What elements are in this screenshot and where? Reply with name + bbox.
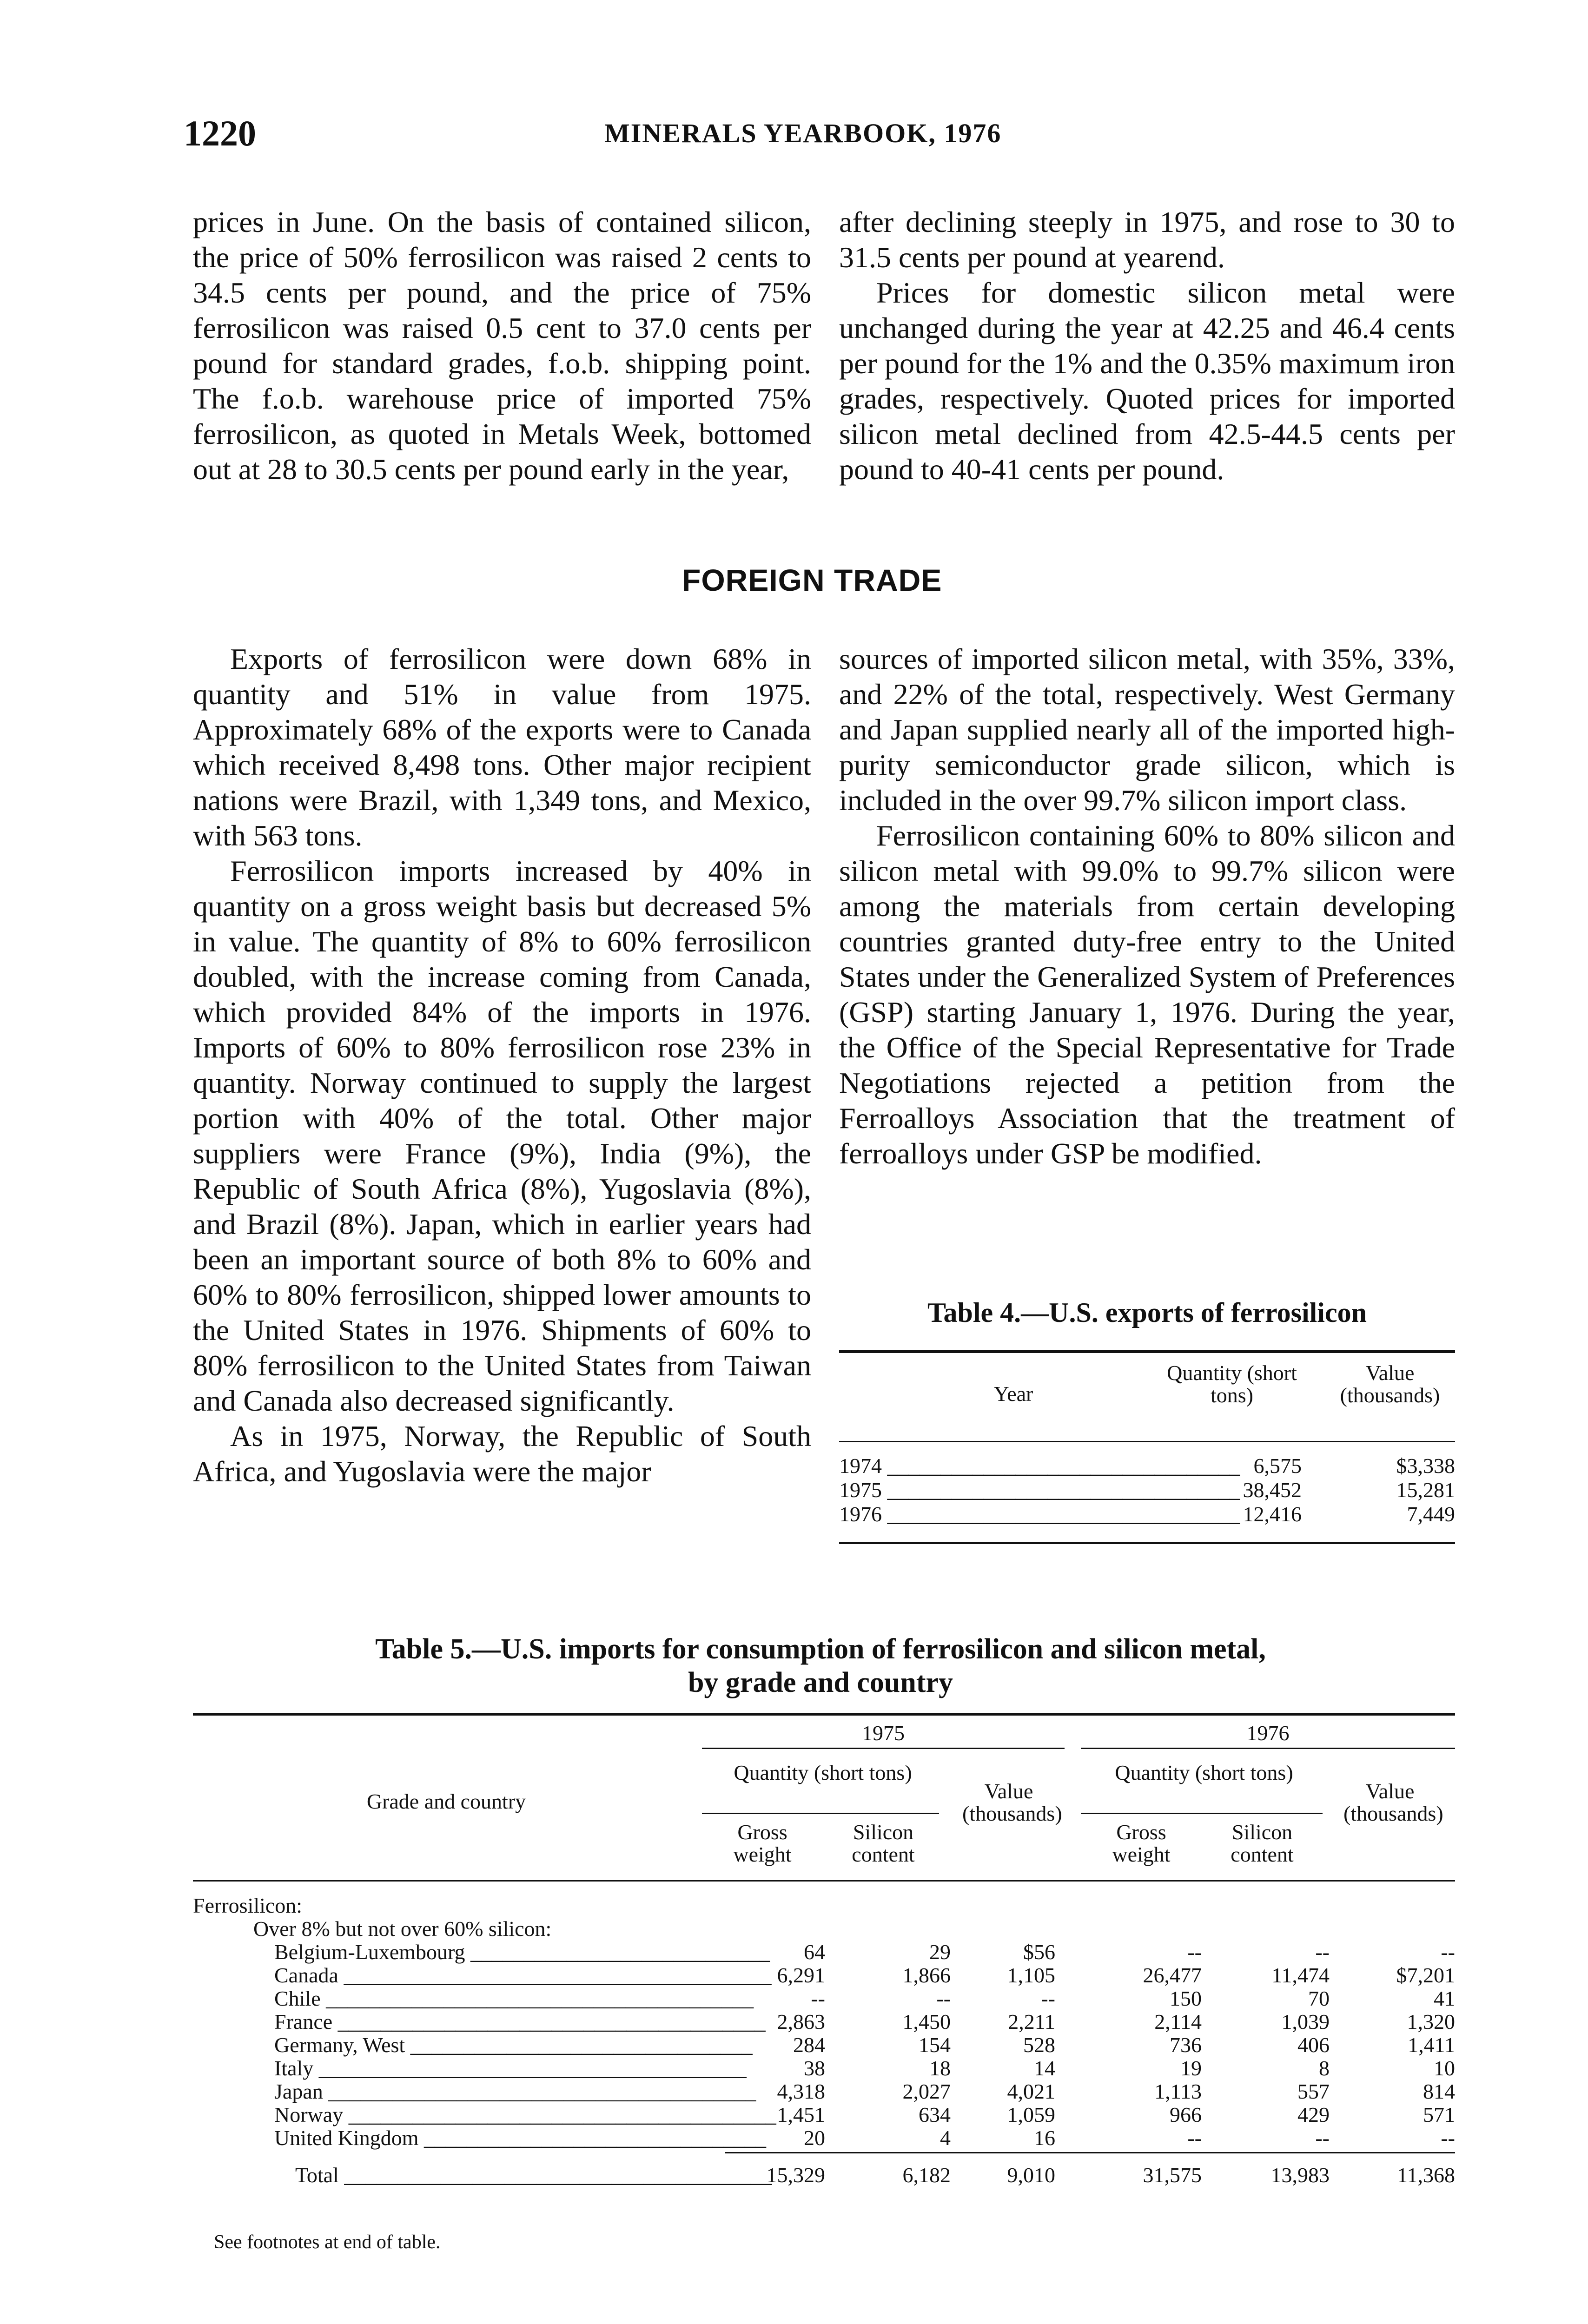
table4-header-rule xyxy=(839,1441,1455,1442)
table4-row-year: 1974 _________________________________ xyxy=(839,1454,1240,1478)
trade-left-column xyxy=(193,641,811,1489)
table5-row-country: Belgium-Luxembourg ____________________________ xyxy=(274,1940,770,1964)
running-title: MINERALS YEARBOOK, 1976 xyxy=(604,118,1002,148)
table5-cell-value-1975: $56 xyxy=(1023,1940,1055,1964)
table5-cell-value-1975: 2,211 xyxy=(1008,2010,1055,2034)
table5-header-gross-1976: Gross weight xyxy=(1112,1820,1171,1866)
table5-header-rule xyxy=(193,1880,1455,1882)
table4-header-value: Value (thousands) xyxy=(1340,1361,1440,1407)
table5-cell-gross-1975: 6,291 xyxy=(777,1963,825,1987)
trade-right-paragraph-1: sources of imported silicon metal, with 35%, 33%, and 22% of the total, respectively. West Germany and Japan supplied nearly all of the imported high-purity semiconductor grade silicon, which is included in the over 99.7% silicon import class. xyxy=(839,642,1455,817)
table5-header-gross-1975: Gross weight xyxy=(733,1820,792,1866)
table5-subgroup-label: Over 8% but not over 60% silicon: xyxy=(253,1917,552,1941)
table5-cell-value-1975: 14 xyxy=(1034,2056,1055,2080)
table5-total-gross-1976: 31,575 xyxy=(1143,2163,1202,2187)
table5-cell-gross-1975: 1,451 xyxy=(777,2103,825,2126)
table4-header-year: Year xyxy=(993,1382,1033,1406)
table5-cell-gross-1976: -- xyxy=(1187,1940,1202,1964)
table5-cell-value-1976: $7,201 xyxy=(1396,1963,1455,1987)
table5-footnote: See footnotes at end of table. xyxy=(214,2232,441,2253)
table4-row-quantity: 6,575 xyxy=(1253,1454,1302,1478)
intro-right-column xyxy=(839,205,1455,487)
table5-cell-gross-1975: 38 xyxy=(804,2056,825,2080)
table4-row-year: 1976 _________________________________ xyxy=(839,1502,1240,1526)
table5-header-silicon-1975: Silicon content xyxy=(852,1820,915,1866)
table5-cell-silicon-1975: 1,450 xyxy=(902,2010,951,2034)
table5-cell-silicon-1976: 429 xyxy=(1297,2103,1330,2126)
intro-left-column xyxy=(193,205,811,487)
table4-row-value: $3,338 xyxy=(1396,1454,1455,1478)
table5-header-grade: Grade and country xyxy=(366,1789,526,1813)
table5-row-country: United Kingdom ________________________________ xyxy=(274,2126,766,2150)
table4-row-quantity: 12,416 xyxy=(1243,1502,1302,1526)
table5-cell-value-1975: 1,059 xyxy=(1007,2103,1055,2126)
table5-1975-rule xyxy=(702,1748,1065,1749)
table5-cell-gross-1975: 64 xyxy=(804,1940,825,1964)
table5-title-line-2: by grade and country xyxy=(688,1667,953,1698)
table5-cell-value-1975: 528 xyxy=(1023,2033,1055,2057)
table5-cell-gross-1975: 2,863 xyxy=(777,2010,825,2034)
table4-row-year: 1975 _________________________________ xyxy=(839,1478,1240,1502)
intro-right-paragraph-2: Prices for domestic silicon metal were unchanged during the year at 42.25 and 46.4 cents per pound for the 1% and the 0.35% maximum iron grades, respectively. Quoted prices for imported silicon metal declined from 42.5-44.5 cents per pound to 40-41 cents per pound. xyxy=(839,276,1455,486)
table5-cell-silicon-1976: 70 xyxy=(1308,1987,1330,2010)
trade-left-paragraph-1: Exports of ferrosilicon were down 68% in quantity and 51% in value from 1975. Approximately 68% of the exports were to Canada which received 8,498 tons. Other major recipient nations were Brazil, with 1,349 tons, and Mexico, with 563 tons. xyxy=(193,642,811,852)
page-number: 1220 xyxy=(184,113,256,153)
table5-total-silicon-1976: 13,983 xyxy=(1270,2163,1330,2187)
table5-cell-gross-1975: 4,318 xyxy=(777,2080,825,2103)
table5-cell-silicon-1975: 1,866 xyxy=(902,1963,951,1987)
table5-cell-value-1976: 571 xyxy=(1423,2103,1455,2126)
table5-header-quantity-1976: Quantity (short tons) xyxy=(1115,1761,1293,1784)
table4-top-rule xyxy=(839,1350,1455,1353)
section-heading: FOREIGN TRADE xyxy=(682,563,942,597)
table5-total-rule xyxy=(725,2152,1455,2153)
trade-left-paragraph-3: As in 1975, Norway, the Republic of South Africa, and Yugoslavia were the major xyxy=(193,1419,811,1488)
table5-quantity-1975-rule xyxy=(702,1813,939,1814)
table5-cell-value-1976: 41 xyxy=(1434,1987,1455,2010)
table4-row-quantity: 38,452 xyxy=(1243,1478,1302,1502)
table5-group-label: Ferrosilicon: xyxy=(193,1894,303,1917)
table5-header-quantity-1975: Quantity (short tons) xyxy=(734,1761,912,1784)
table5-cell-gross-1976: -- xyxy=(1187,2126,1202,2150)
table5-cell-value-1976: 814 xyxy=(1423,2080,1455,2103)
table5-cell-silicon-1975: 4 xyxy=(940,2126,951,2150)
table5-cell-gross-1975: 284 xyxy=(793,2033,825,2057)
table5-cell-gross-1975: 20 xyxy=(804,2126,825,2150)
table5-cell-gross-1976: 736 xyxy=(1170,2033,1202,2057)
table5-cell-value-1976: -- xyxy=(1441,1940,1455,1964)
table5-cell-gross-1975: -- xyxy=(811,1987,825,2010)
table5-cell-silicon-1975: -- xyxy=(936,1987,951,2010)
table5-title-line-1: Table 5.—U.S. imports for consumption of ferrosilicon and silicon metal, xyxy=(375,1633,1266,1665)
table5-header-value-1975: Value (thousands) xyxy=(962,1779,1062,1825)
table5-cell-silicon-1975: 634 xyxy=(919,2103,951,2126)
intro-right-paragraph-1: after declining steeply in 1975, and rose to 30 to 31.5 cents per pound at yearend. xyxy=(839,205,1455,274)
table5-cell-gross-1976: 150 xyxy=(1170,1987,1202,2010)
table5-cell-value-1976: 10 xyxy=(1434,2056,1455,2080)
table5-1976-rule xyxy=(1081,1748,1455,1749)
table5-cell-gross-1976: 26,477 xyxy=(1143,1963,1202,1987)
table5-row-country: Norway ________________________________________ xyxy=(274,2103,776,2126)
table5-row-country: France ________________________________________ xyxy=(274,2010,766,2034)
table5-cell-silicon-1976: 557 xyxy=(1297,2080,1330,2103)
table5-cell-silicon-1975: 18 xyxy=(929,2056,951,2080)
table5-total-gross-1975: 15,329 xyxy=(766,2163,825,2187)
table5-cell-silicon-1976: -- xyxy=(1315,2126,1330,2150)
table5-row-country: Japan ________________________________________ xyxy=(274,2080,756,2103)
table5-total-label: Total ________________________________________ xyxy=(295,2163,772,2187)
table5-header-1975: 1975 xyxy=(862,1721,905,1745)
table5-header-silicon-1976: Silicon content xyxy=(1231,1820,1294,1866)
table4-header-quantity: Quantity (short tons) xyxy=(1167,1361,1297,1407)
table5-cell-silicon-1976: 1,039 xyxy=(1281,2010,1330,2034)
table5-quantity-1976-rule xyxy=(1081,1813,1323,1814)
table5-cell-value-1976: -- xyxy=(1441,2126,1455,2150)
table5-cell-silicon-1976: 11,474 xyxy=(1271,1963,1330,1987)
table5-header-1976: 1976 xyxy=(1246,1721,1290,1745)
table5-cell-silicon-1976: -- xyxy=(1315,1940,1330,1964)
table5-cell-silicon-1975: 2,027 xyxy=(902,2080,951,2103)
trade-right-column xyxy=(839,641,1455,1171)
table5-cell-gross-1976: 2,114 xyxy=(1154,2010,1202,2034)
table5-cell-gross-1976: 966 xyxy=(1170,2103,1202,2126)
table4-row-value: 15,281 xyxy=(1396,1478,1455,1502)
table5-cell-value-1975: 1,105 xyxy=(1007,1963,1055,1987)
table4-bottom-rule xyxy=(839,1542,1455,1544)
table5-total-value-1976: 11,368 xyxy=(1397,2163,1455,2187)
table5-cell-value-1975: 4,021 xyxy=(1007,2080,1055,2103)
table5-row-country: Chile ________________________________________ xyxy=(274,1987,754,2010)
table5-total-value-1975: 9,010 xyxy=(1007,2163,1055,2187)
table4-title: Table 4.—U.S. exports of ferrosilicon xyxy=(927,1297,1367,1328)
table5-cell-silicon-1975: 29 xyxy=(929,1940,951,1964)
table5-cell-silicon-1975: 154 xyxy=(919,2033,951,2057)
table5-top-rule xyxy=(193,1713,1455,1716)
trade-right-paragraph-2: Ferrosilicon containing 60% to 80% silicon and silicon metal with 99.0% to 99.7% silicon were among the materials from certain developing countries granted duty-free entry to the United States under the Generalized System of Preferences (GSP) starting January 1, 1976. During the year, the Office of the Special Representative for Trade Negotiations rejected a petition from the Ferroalloys Association that the treatment of ferroalloys under GSP be modified. xyxy=(839,819,1455,1170)
table5-title xyxy=(186,1632,1455,1699)
table4-row-value: 7,449 xyxy=(1407,1502,1455,1526)
table5-cell-silicon-1976: 406 xyxy=(1297,2033,1330,2057)
table5-row-country: Germany, West ________________________________ xyxy=(274,2033,753,2057)
table5-row-country: Italy ________________________________________ xyxy=(274,2056,747,2080)
trade-left-paragraph-2: Ferrosilicon imports increased by 40% in quantity on a gross weight basis but decreased 5% in value. The quantity of 8% to 60% ferrosilicon doubled, with the increase coming from Canada, which provided 84% of the imports in 1976. Imports of 60% to 80% ferrosilicon rose 23% in quantity. Norway continued to supply the largest portion with 40% of the total. Other major suppliers were France (9%), India (9%), the Republic of South Africa (8%), Yugoslavia (8%), and Brazil (8%). Japan, which in earlier years had been an important source of both 8% to 60% and 60% to 80% ferrosilicon, shipped lower amounts to the United States in 1976. Shipments of 60% to 80% ferrosilicon to the United States from Taiwan and Canada also decreased significantly. xyxy=(193,854,811,1417)
table5-cell-value-1976: 1,320 xyxy=(1407,2010,1455,2034)
table5-cell-gross-1976: 1,113 xyxy=(1154,2080,1202,2103)
table5-cell-value-1976: 1,411 xyxy=(1408,2033,1455,2057)
table5-cell-value-1975: 16 xyxy=(1034,2126,1055,2150)
intro-left-paragraph: prices in June. On the basis of contained silicon, the price of 50% ferrosilicon was raised 2 cents to 34.5 cents per pound, and the price of 75% ferrosilicon was raised 0.5 cent to 37.0 cents per pound for standard grades, f.o.b. shipping point. The f.o.b. warehouse price of imported 75% ferrosilicon, as quoted in Metals Week, bottomed out at 28 to 30.5 cents per pound early in the year, xyxy=(193,205,811,486)
table5-cell-silicon-1976: 8 xyxy=(1319,2056,1330,2080)
table5-header-value-1976: Value (thousands) xyxy=(1343,1779,1443,1825)
table5-row-country: Canada ________________________________________ xyxy=(274,1963,772,1987)
table5-total-silicon-1975: 6,182 xyxy=(902,2163,951,2187)
table5-cell-gross-1976: 19 xyxy=(1180,2056,1202,2080)
table5-cell-value-1975: -- xyxy=(1041,1987,1055,2010)
